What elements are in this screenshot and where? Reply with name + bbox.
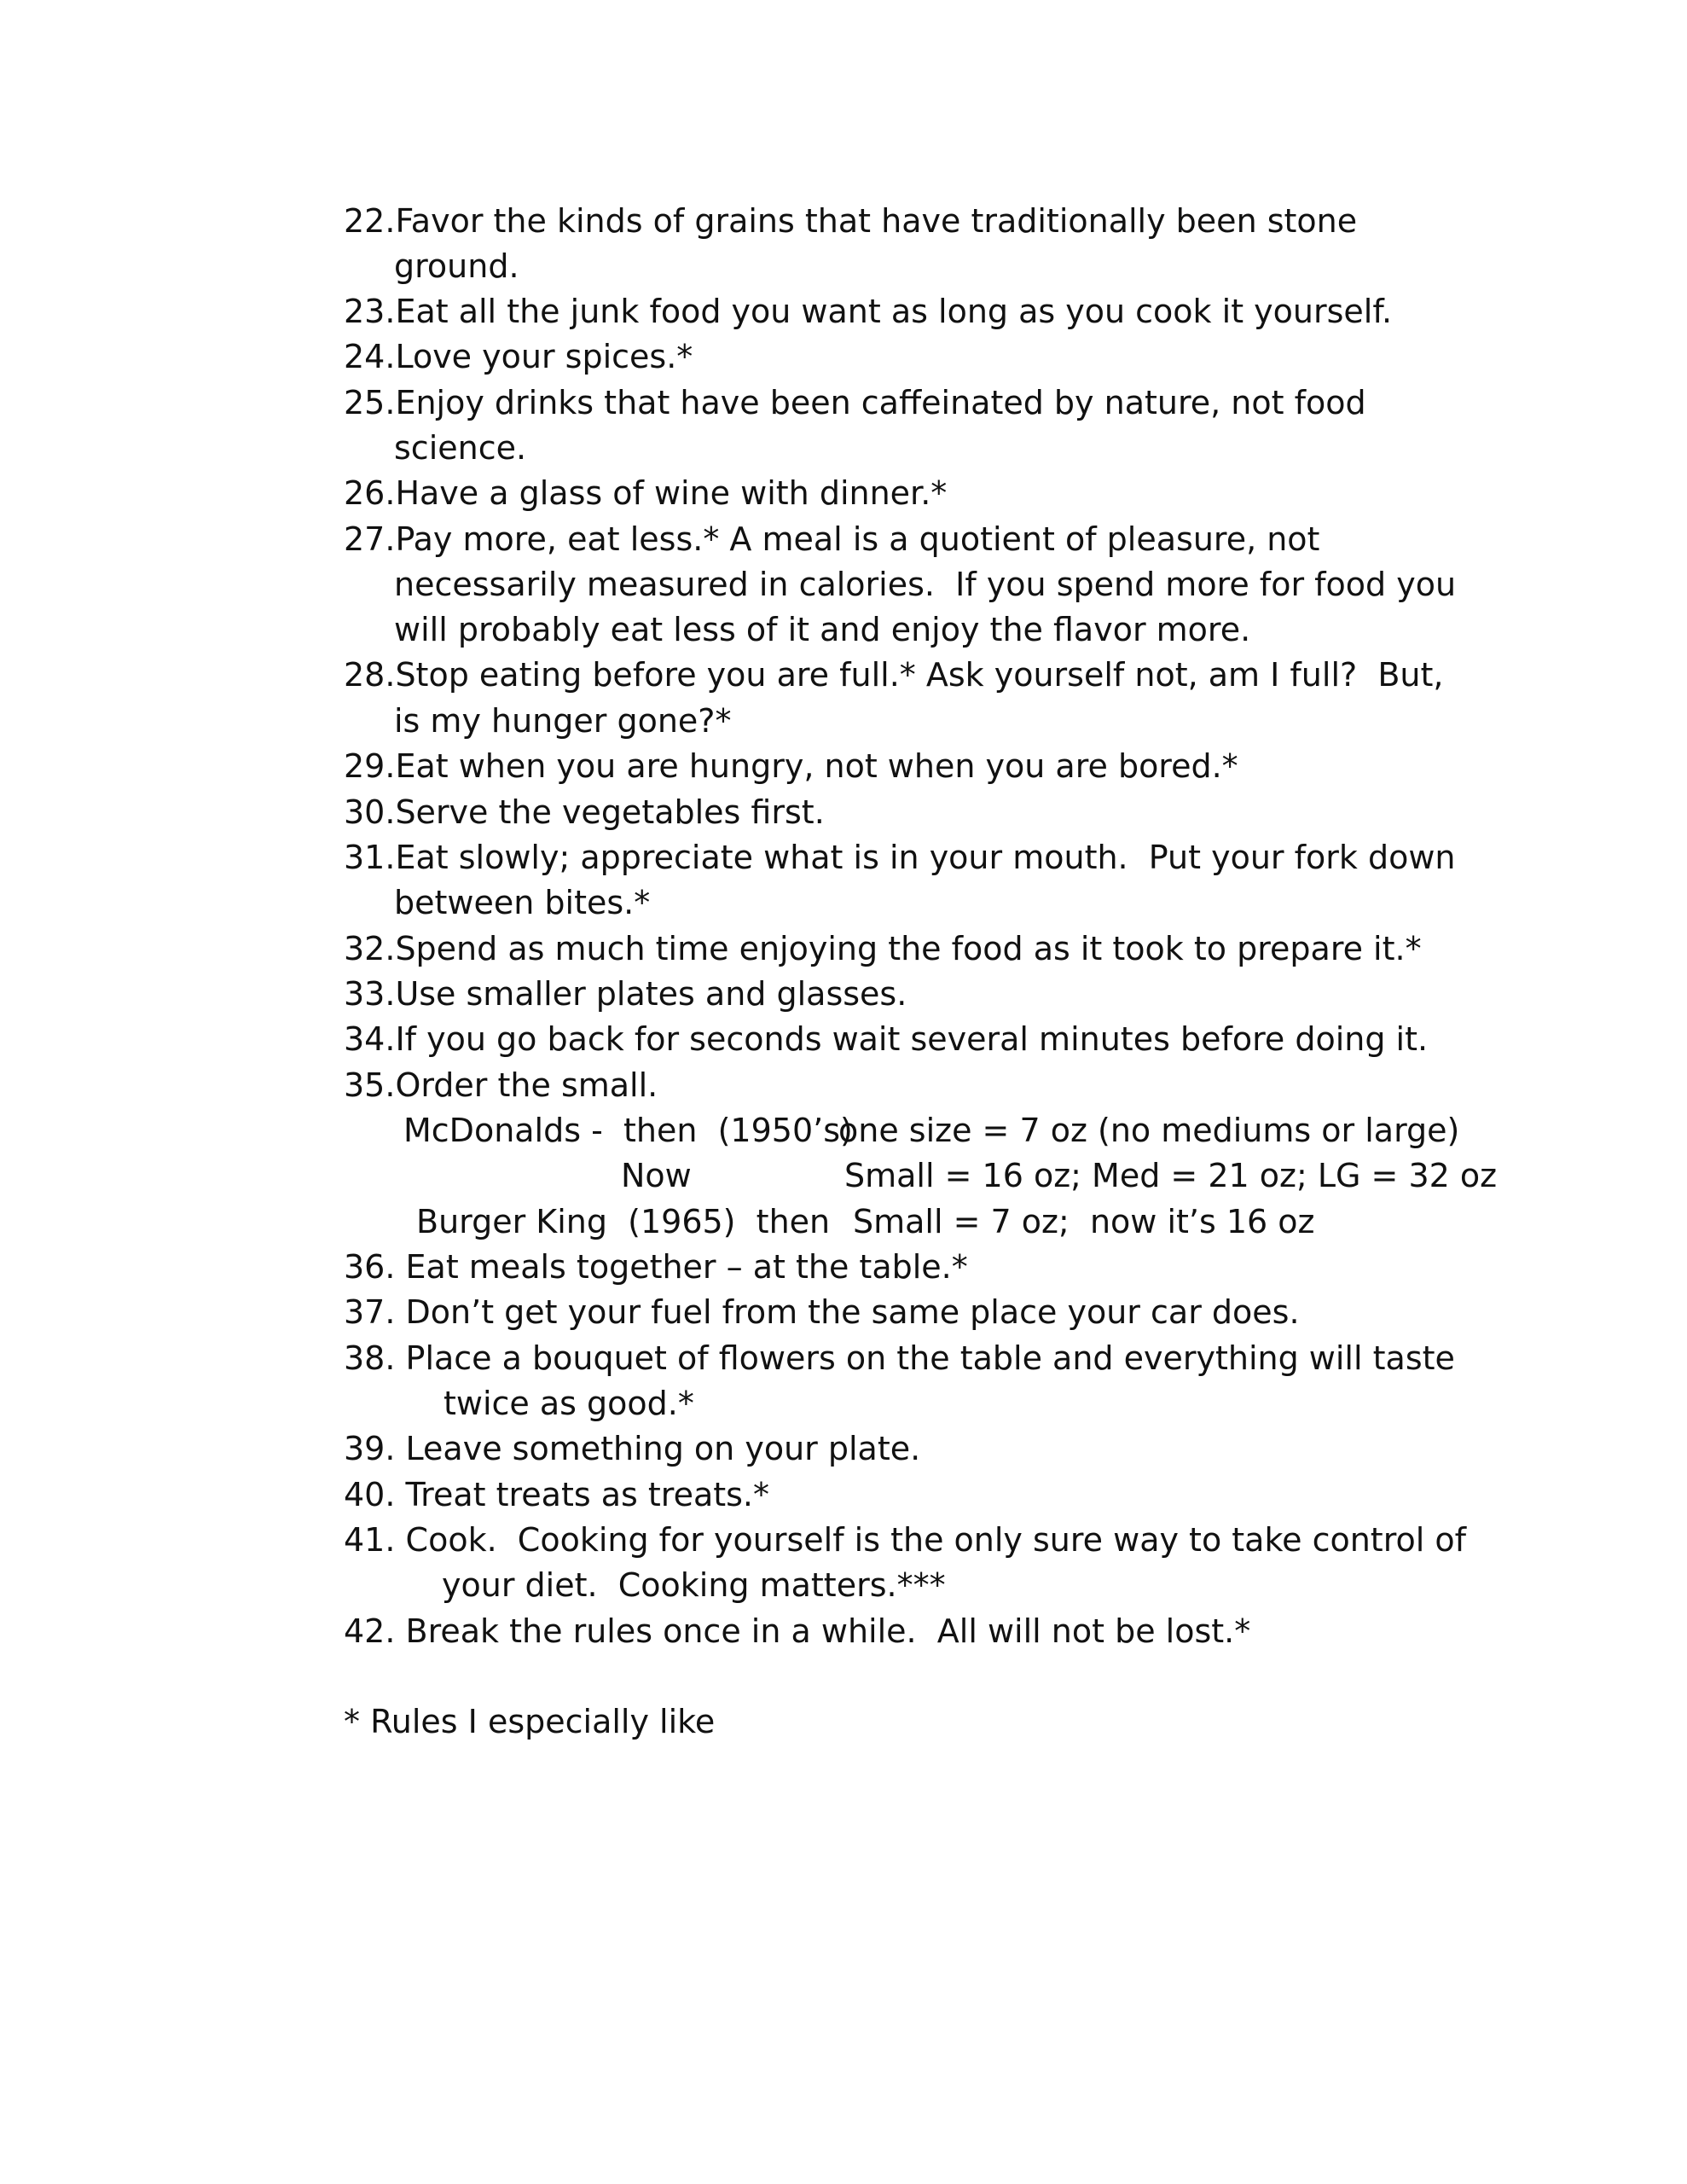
rule-28 [344,655,1443,694]
rule-number: 38. [344,1339,396,1377]
rule-text: Eat meals together – at the table.* [405,1248,968,1286]
rule-27-continuation: will probably eat less of it and enjoy the flavor more. [394,611,1251,648]
rule-text: Pay more, eat less.* A meal is a quotient of pleasure, not [395,520,1320,558]
rule-text: Use smaller plates and glasses. [395,975,907,1013]
rule-25-continuation: science. [394,429,527,467]
rule-text: Break the rules once in a while. All will not be lost.* [405,1612,1251,1650]
portion-burgerking-value: Small = 7 oz; now it’s 16 oz [853,1203,1315,1240]
rule-24 [344,337,693,376]
rule-number: 41. [344,1521,396,1559]
rule-text: Love your spices.* [395,338,693,375]
rule-number: 42. [344,1612,396,1650]
rule-text: Eat when you are hungry, not when you are bored.* [395,747,1238,785]
rule-text: Eat all the junk food you want as long as you cook it yourself. [395,293,1393,330]
rule-number: 36. [344,1248,396,1286]
rule-text: Order the small. [395,1066,658,1104]
rule-36 [344,1247,968,1287]
rule-41-continuation: your diet. Cooking matters.*** [442,1566,946,1604]
rule-number: 33. [344,975,396,1013]
rule-number: 37. [344,1293,396,1331]
rule-38 [344,1339,1455,1378]
rule-number: 40. [344,1476,396,1513]
rule-31 [344,838,1456,877]
rule-29 [344,746,1238,786]
rule-23 [344,292,1392,331]
rule-number: 34. [344,1020,396,1058]
portion-burgerking-label: Burger King (1965) then [416,1203,831,1240]
rule-38-continuation: twice as good.* [443,1385,694,1422]
footnote: * Rules I especially like [344,1703,716,1740]
portion-mcdonalds-then-value: one size = 7 oz (no mediums or large) [838,1112,1460,1149]
rule-text: Don’t get your fuel from the same place your car does. [405,1293,1300,1331]
portion-mcdonalds-now-label: Now [621,1157,692,1194]
rule-32 [344,929,1422,968]
rule-25 [344,383,1366,422]
rule-42 [344,1612,1250,1651]
rule-number: 39. [344,1430,396,1467]
rule-number: 25. [344,384,396,421]
rule-text: Have a glass of wine with dinner.* [395,474,948,512]
rule-text: Serve the vegetables first. [395,793,825,831]
rule-35 [344,1066,658,1105]
rule-text: Treat treats as treats.* [405,1476,770,1513]
rule-26 [344,473,947,513]
rule-number: 22. [344,202,396,240]
rule-number: 29. [344,747,396,785]
rule-text: Enjoy drinks that have been caffeinated by nature, not food [395,384,1366,421]
rule-number: 23. [344,293,396,330]
rule-number: 32. [344,930,396,967]
rule-22-continuation: ground. [394,247,519,285]
rule-27 [344,520,1319,559]
rule-31-continuation: between bites.* [394,884,651,921]
portion-mcdonalds-label: McDonalds - then (1950’s) [403,1112,853,1149]
rule-text: Leave something on your plate. [405,1430,921,1467]
rule-number: 35. [344,1066,396,1104]
rule-30 [344,793,825,832]
rule-number: 27. [344,520,396,558]
rule-34 [344,1019,1428,1059]
rule-28-continuation: is my hunger gone?* [394,702,732,740]
rule-40 [344,1475,769,1514]
rule-number: 26. [344,474,396,512]
rule-text: Cook. Cooking for yourself is the only sure way to take control of [405,1521,1466,1559]
rule-number: 24. [344,338,396,375]
rule-text: Place a bouquet of flowers on the table and everything will taste [405,1339,1455,1377]
rule-number: 31. [344,839,396,876]
rule-39 [344,1429,920,1468]
rule-text: Favor the kinds of grains that have traditionally been stone [395,202,1358,240]
portion-mcdonalds-now-value: Small = 16 oz; Med = 21 oz; LG = 32 oz [844,1157,1498,1194]
rule-number: 30. [344,793,396,831]
rule-number: 28. [344,656,396,694]
rule-text: Eat slowly; appreciate what is in your mouth. Put your fork down [395,839,1456,876]
rule-text: Spend as much time enjoying the food as it took to prepare it.* [395,930,1422,967]
rule-22 [344,201,1357,241]
rule-text: Stop eating before you are full.* Ask yourself not, am I full? But, [395,656,1444,694]
rule-41 [344,1520,1466,1560]
rule-text: If you go back for seconds wait several minutes before doing it. [395,1020,1429,1058]
rule-27-continuation: necessarily measured in calories. If you spend more for food you [394,566,1457,603]
rule-33 [344,974,907,1014]
rule-37 [344,1292,1300,1332]
